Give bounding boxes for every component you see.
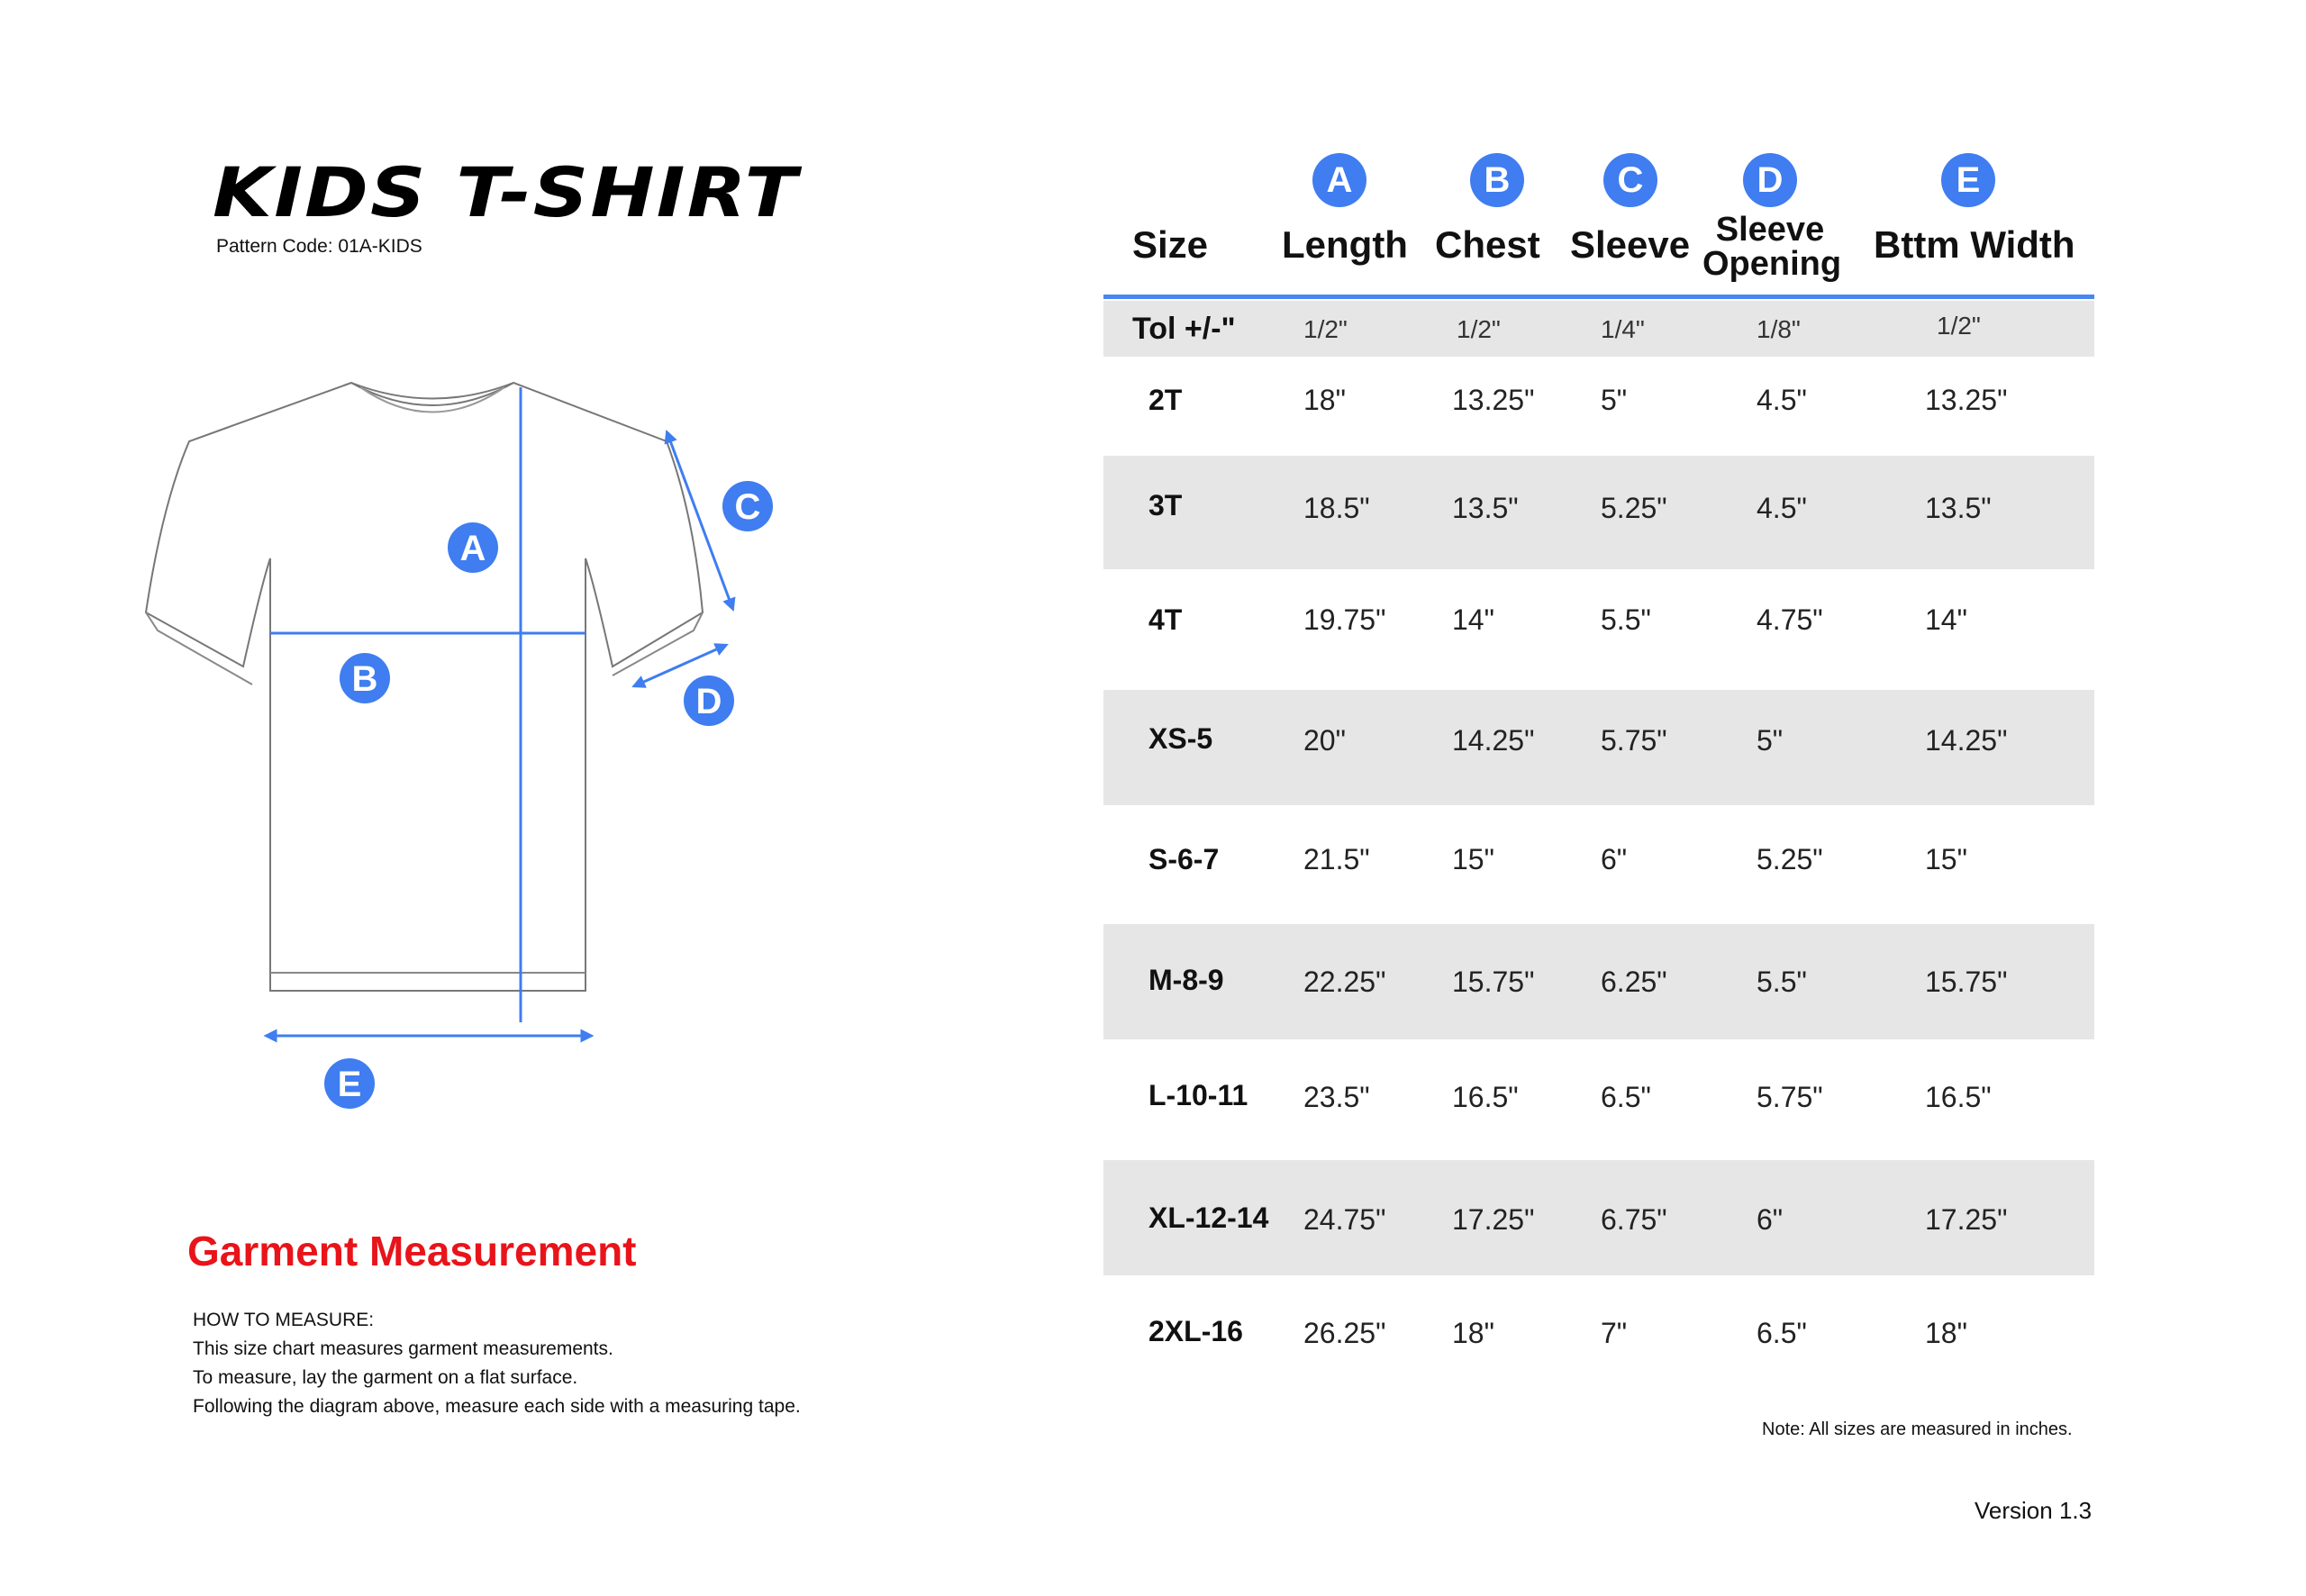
length-cell: 26.25" [1303, 1317, 1386, 1349]
badge-b [340, 653, 390, 703]
table-row [1103, 805, 2094, 924]
table-row [1103, 924, 2094, 1039]
col-header-sleeve: Sleeve [1570, 223, 1691, 266]
bottom-width-cell: 14.25" [1925, 724, 2008, 757]
size-cell: 2XL-16 [1148, 1315, 1243, 1347]
tolerance-bottom-width: 1/2" [1937, 312, 1981, 340]
header-rule [1103, 295, 2094, 299]
length-cell: 24.75" [1303, 1203, 1386, 1236]
header-badge-b: B [1470, 153, 1524, 207]
size-cell: 4T [1148, 603, 1183, 636]
col-header-size: Size [1132, 223, 1209, 266]
version-label: Version 1.3 [1975, 1497, 2093, 1524]
sleeve-cell: 5.75" [1601, 724, 1667, 757]
section-title: Garment Measurement [187, 1228, 637, 1274]
page-title: KIDS T-SHIRT [213, 152, 799, 232]
how-to-measure [193, 1306, 801, 1421]
sleeve-opening-cell: 4.75" [1757, 603, 1823, 636]
units-note: Note: All sizes are measured in inches. [1762, 1419, 2073, 1439]
sleeve-cell: 6.75" [1601, 1203, 1667, 1236]
table-row [1103, 690, 2094, 805]
howto-line: To measure, lay the garment on a flat surface. [193, 1367, 578, 1388]
sleeve-cell: 6.25" [1601, 966, 1667, 998]
howto-line: This size chart measures garment measurements. [193, 1338, 613, 1359]
bottom-width-cell: 16.5" [1925, 1081, 1992, 1113]
sleeve-opening-cell: 4.5" [1757, 492, 1807, 524]
size-cell: M-8-9 [1148, 964, 1224, 996]
svg-text:E: E [337, 1065, 362, 1104]
chest-cell: 16.5" [1452, 1081, 1519, 1113]
sleeve-cell: 5.5" [1601, 603, 1651, 636]
length-cell: 19.75" [1303, 603, 1386, 636]
sleeve-cell: 6" [1601, 843, 1628, 875]
header-badge-d: D [1743, 153, 1797, 207]
length-cell: 20" [1303, 724, 1346, 757]
sleeve-opening-cell: 5.25" [1757, 843, 1823, 875]
tshirt-diagram [135, 360, 784, 1135]
badge-d [684, 676, 734, 726]
size-cell: L-10-11 [1148, 1079, 1248, 1111]
chest-cell: 13.25" [1452, 384, 1535, 416]
table-row [1103, 357, 2094, 456]
bottom-width-cell: 13.25" [1925, 384, 2008, 416]
bottom-width-cell: 14" [1925, 603, 1967, 636]
table-row [1103, 1275, 2094, 1396]
chest-cell: 13.5" [1452, 492, 1519, 524]
chest-cell: 14" [1452, 603, 1494, 636]
length-cell: 21.5" [1303, 843, 1370, 875]
col-header-length: Length [1282, 223, 1408, 266]
table-row [1103, 1160, 2094, 1275]
bottom-width-cell: 13.5" [1925, 492, 1992, 524]
size-cell: XL-12-14 [1148, 1202, 1269, 1234]
sleeve-opening-cell: 6" [1757, 1203, 1784, 1236]
bottom-width-cell: 15" [1925, 843, 1967, 875]
header-badge-c: C [1603, 153, 1657, 207]
sleeve-opening-cell: 5.75" [1757, 1081, 1823, 1113]
chest-cell: 17.25" [1452, 1203, 1535, 1236]
sleeve-cell: 7" [1601, 1317, 1628, 1349]
tolerance-sleeve: 1/4" [1601, 315, 1645, 343]
bottom-width-cell: 17.25" [1925, 1203, 2008, 1236]
bottom-width-cell: 15.75" [1925, 966, 2008, 998]
svg-text:C: C [734, 487, 761, 527]
size-cell: XS-5 [1148, 722, 1213, 755]
bottom-width-cell: 18" [1925, 1317, 1967, 1349]
chest-cell: 18" [1452, 1317, 1494, 1349]
header-badge-a: A [1312, 153, 1366, 207]
length-cell: 18" [1303, 384, 1346, 416]
howto-line: Following the diagram above, measure each side with a measuring tape. [193, 1396, 801, 1417]
badge-e [324, 1058, 375, 1109]
table-row [1103, 1039, 2094, 1160]
howto-line: HOW TO MEASURE: [193, 1310, 375, 1330]
chest-cell: 15.75" [1452, 966, 1535, 998]
chest-cell: 14.25" [1452, 724, 1535, 757]
sleeve-opening-cell: 4.5" [1757, 384, 1807, 416]
table-row [1103, 569, 2094, 690]
tolerance-chest: 1/2" [1457, 315, 1501, 343]
col-header-sleeve-opening: Sleeve Opening [1702, 211, 1842, 283]
sleeve-cell: 6.5" [1601, 1081, 1651, 1113]
header-badge-e: E [1941, 153, 1995, 207]
chest-cell: 15" [1452, 843, 1494, 875]
col-header-chest: Chest [1435, 223, 1540, 266]
size-cell: 3T [1148, 489, 1183, 521]
col-header-bottom-width: Bttm Width [1874, 223, 2075, 266]
length-cell: 22.25" [1303, 966, 1386, 998]
svg-text:B: B [351, 659, 378, 699]
sleeve-opening-cell: 6.5" [1757, 1317, 1807, 1349]
sleeve-cell: 5" [1601, 384, 1628, 416]
size-cell: S-6-7 [1148, 843, 1220, 875]
sleeve-opening-cell: 5" [1757, 724, 1784, 757]
tolerance-label: Tol +/-" [1132, 312, 1236, 346]
badge-a [448, 522, 498, 573]
length-cell: 18.5" [1303, 492, 1370, 524]
header-badges [1103, 144, 2094, 216]
tshirt-outline [146, 383, 703, 991]
size-cell: 2T [1148, 384, 1183, 416]
sleeve-cell: 5.25" [1601, 492, 1667, 524]
svg-text:A: A [459, 529, 486, 568]
svg-text:D: D [695, 682, 722, 721]
table-row [1103, 456, 2094, 569]
pattern-code: Pattern Code: 01A-KIDS [216, 236, 422, 257]
length-cell: 23.5" [1303, 1081, 1370, 1113]
tolerance-row [1103, 301, 2094, 357]
badge-c [722, 481, 773, 531]
sleeve-opening-cell: 5.5" [1757, 966, 1807, 998]
tolerance-sleeve-opening: 1/8" [1757, 315, 1801, 343]
tolerance-length: 1/2" [1303, 315, 1348, 343]
